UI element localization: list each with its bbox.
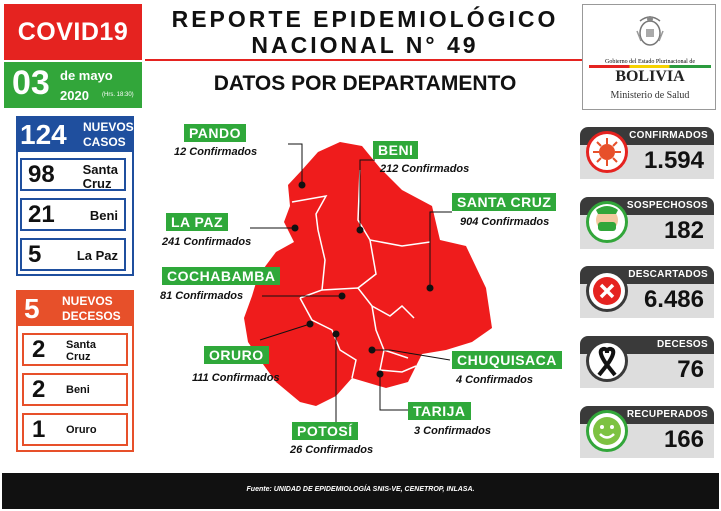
row-count: 98 [28,161,55,188]
date-time: (Hrs. 18:30) [102,92,134,98]
new-cases-row [20,158,126,191]
stat-value-decesos: 76 [677,356,704,383]
row-label-line: Cruz [66,351,91,363]
dept-count-potosi: 26 Confirmados [290,444,374,456]
row-label-line: Santa [82,162,118,177]
dept-count-la-paz: 241 Confirmados [162,236,252,248]
stat-label-recuperados: RECUPERADOS [580,406,714,424]
dept-name-beni: BENI [373,141,418,159]
dept-name-pando: PANDO [184,124,246,142]
title-divider [145,59,585,61]
marker-cochabamba [339,293,346,300]
title-line-2: NACIONAL N° 49 [251,32,479,58]
coat-of-arms-icon [631,11,669,49]
row-count: 5 [28,241,42,268]
row-count: 2 [32,376,46,403]
row-count: 21 [28,201,55,228]
dept-count-chuquisaca: 4 Confirmados [456,374,534,386]
marker-tarija [377,371,384,378]
new-deaths-label: NUEVOS [62,294,113,308]
row-count: 2 [32,336,46,363]
marker-pando [299,182,306,189]
dept-name-potosi: POTOSÍ [292,422,358,440]
marker-santa-cruz [427,285,434,292]
stat-label-confirmados: CONFIRMADOS [580,127,714,145]
row-label-line: Cruz [82,176,112,191]
ministry-logo [582,4,716,110]
marker-potosi [333,331,340,338]
date-box [4,62,142,108]
stat-card-confirmados [580,145,714,179]
page-subtitle: DATOS POR DEPARTAMENTO [213,72,517,95]
logo-small-text: Gobierno del Estado Plurinacional de [605,59,695,65]
covid-badge: COVID19 [4,4,142,60]
dept-name-cochabamba: COCHABAMBA [162,267,280,285]
row-label [66,339,96,363]
stat-label-descartados: DESCARTADOS [580,266,714,284]
new-deaths-count: 5 [24,293,40,324]
stat-label-decesos: DECESOS [580,336,714,354]
dept-name-chuquisaca: CHUQUISACA [452,351,562,369]
new-cases-header [16,116,134,152]
dept-name-oruro: ORURO [204,346,269,364]
stat-card-descartados [580,284,714,318]
dept-count-beni: 212 Confirmados [380,163,470,175]
logo-ministry: Ministerio de Salud [610,90,690,101]
title-line-1: REPORTE EPIDEMIOLÓGICO [171,6,559,32]
dept-count-cochabamba: 81 Confirmados [160,290,244,302]
new-deaths-row [22,413,128,446]
mask-face-icon [586,201,628,243]
stat-value-confirmados: 1.594 [643,147,704,174]
dept-name-la-paz: LA PAZ [166,213,228,231]
dept-name-santa-cruz: SANTA CRUZ [452,193,556,211]
dept-count-tarija: 3 Confirmados [414,425,492,437]
new-cases-row [20,198,126,231]
row-label [83,163,118,191]
stat-card-recuperados [580,424,714,458]
row-label: Oruro [66,424,97,436]
row-count: 1 [32,416,46,443]
dept-count-santa-cruz: 904 Confirmados [460,216,550,228]
x-circle-icon [586,270,628,312]
new-cases-label: NUEVOS [83,120,134,134]
stat-label-sospechosos: SOSPECHOSOS [580,197,714,215]
report-title [150,6,580,58]
dept-count-oruro: 111 Confirmados [192,372,280,384]
new-cases-row [20,238,126,271]
new-deaths-row [22,333,128,366]
marker-oruro [307,321,314,328]
row-label: Beni [89,208,118,223]
new-cases-label: CASOS [83,135,126,149]
new-deaths-label: DECESOS [62,309,121,323]
stat-value-sospechosos: 182 [663,217,704,244]
row-label: La Paz [76,248,118,263]
row-label: Beni [66,384,90,396]
virus-icon [586,131,628,173]
date-year: 2020 [60,88,89,103]
dept-count-pando: 12 Confirmados [174,146,258,158]
source-footer: Fuente: UNIDAD DE EPIDEMIOLOGÍA SNIS-VE, CENETROP, INLASA. [2,473,719,509]
stat-value-descartados: 6.486 [643,286,704,313]
row-label-line: Santa [66,339,96,351]
marker-chuquisaca [369,347,376,354]
dept-name-tarija: TARIJA [408,402,471,420]
date-day: 03 [12,64,50,102]
new-cases-count: 124 [20,119,67,150]
marker-beni [357,227,364,234]
mourning-ribbon-icon [586,340,628,382]
stat-value-recuperados: 166 [663,426,704,453]
stat-card-sospechosos [580,215,714,249]
logo-country: BOLIVIA [615,68,685,85]
new-deaths-header [16,290,134,326]
marker-la-paz [292,225,299,232]
new-deaths-row [22,373,128,406]
date-month: de mayo [60,68,113,83]
smiley-icon [586,410,628,452]
stat-card-decesos [580,354,714,388]
